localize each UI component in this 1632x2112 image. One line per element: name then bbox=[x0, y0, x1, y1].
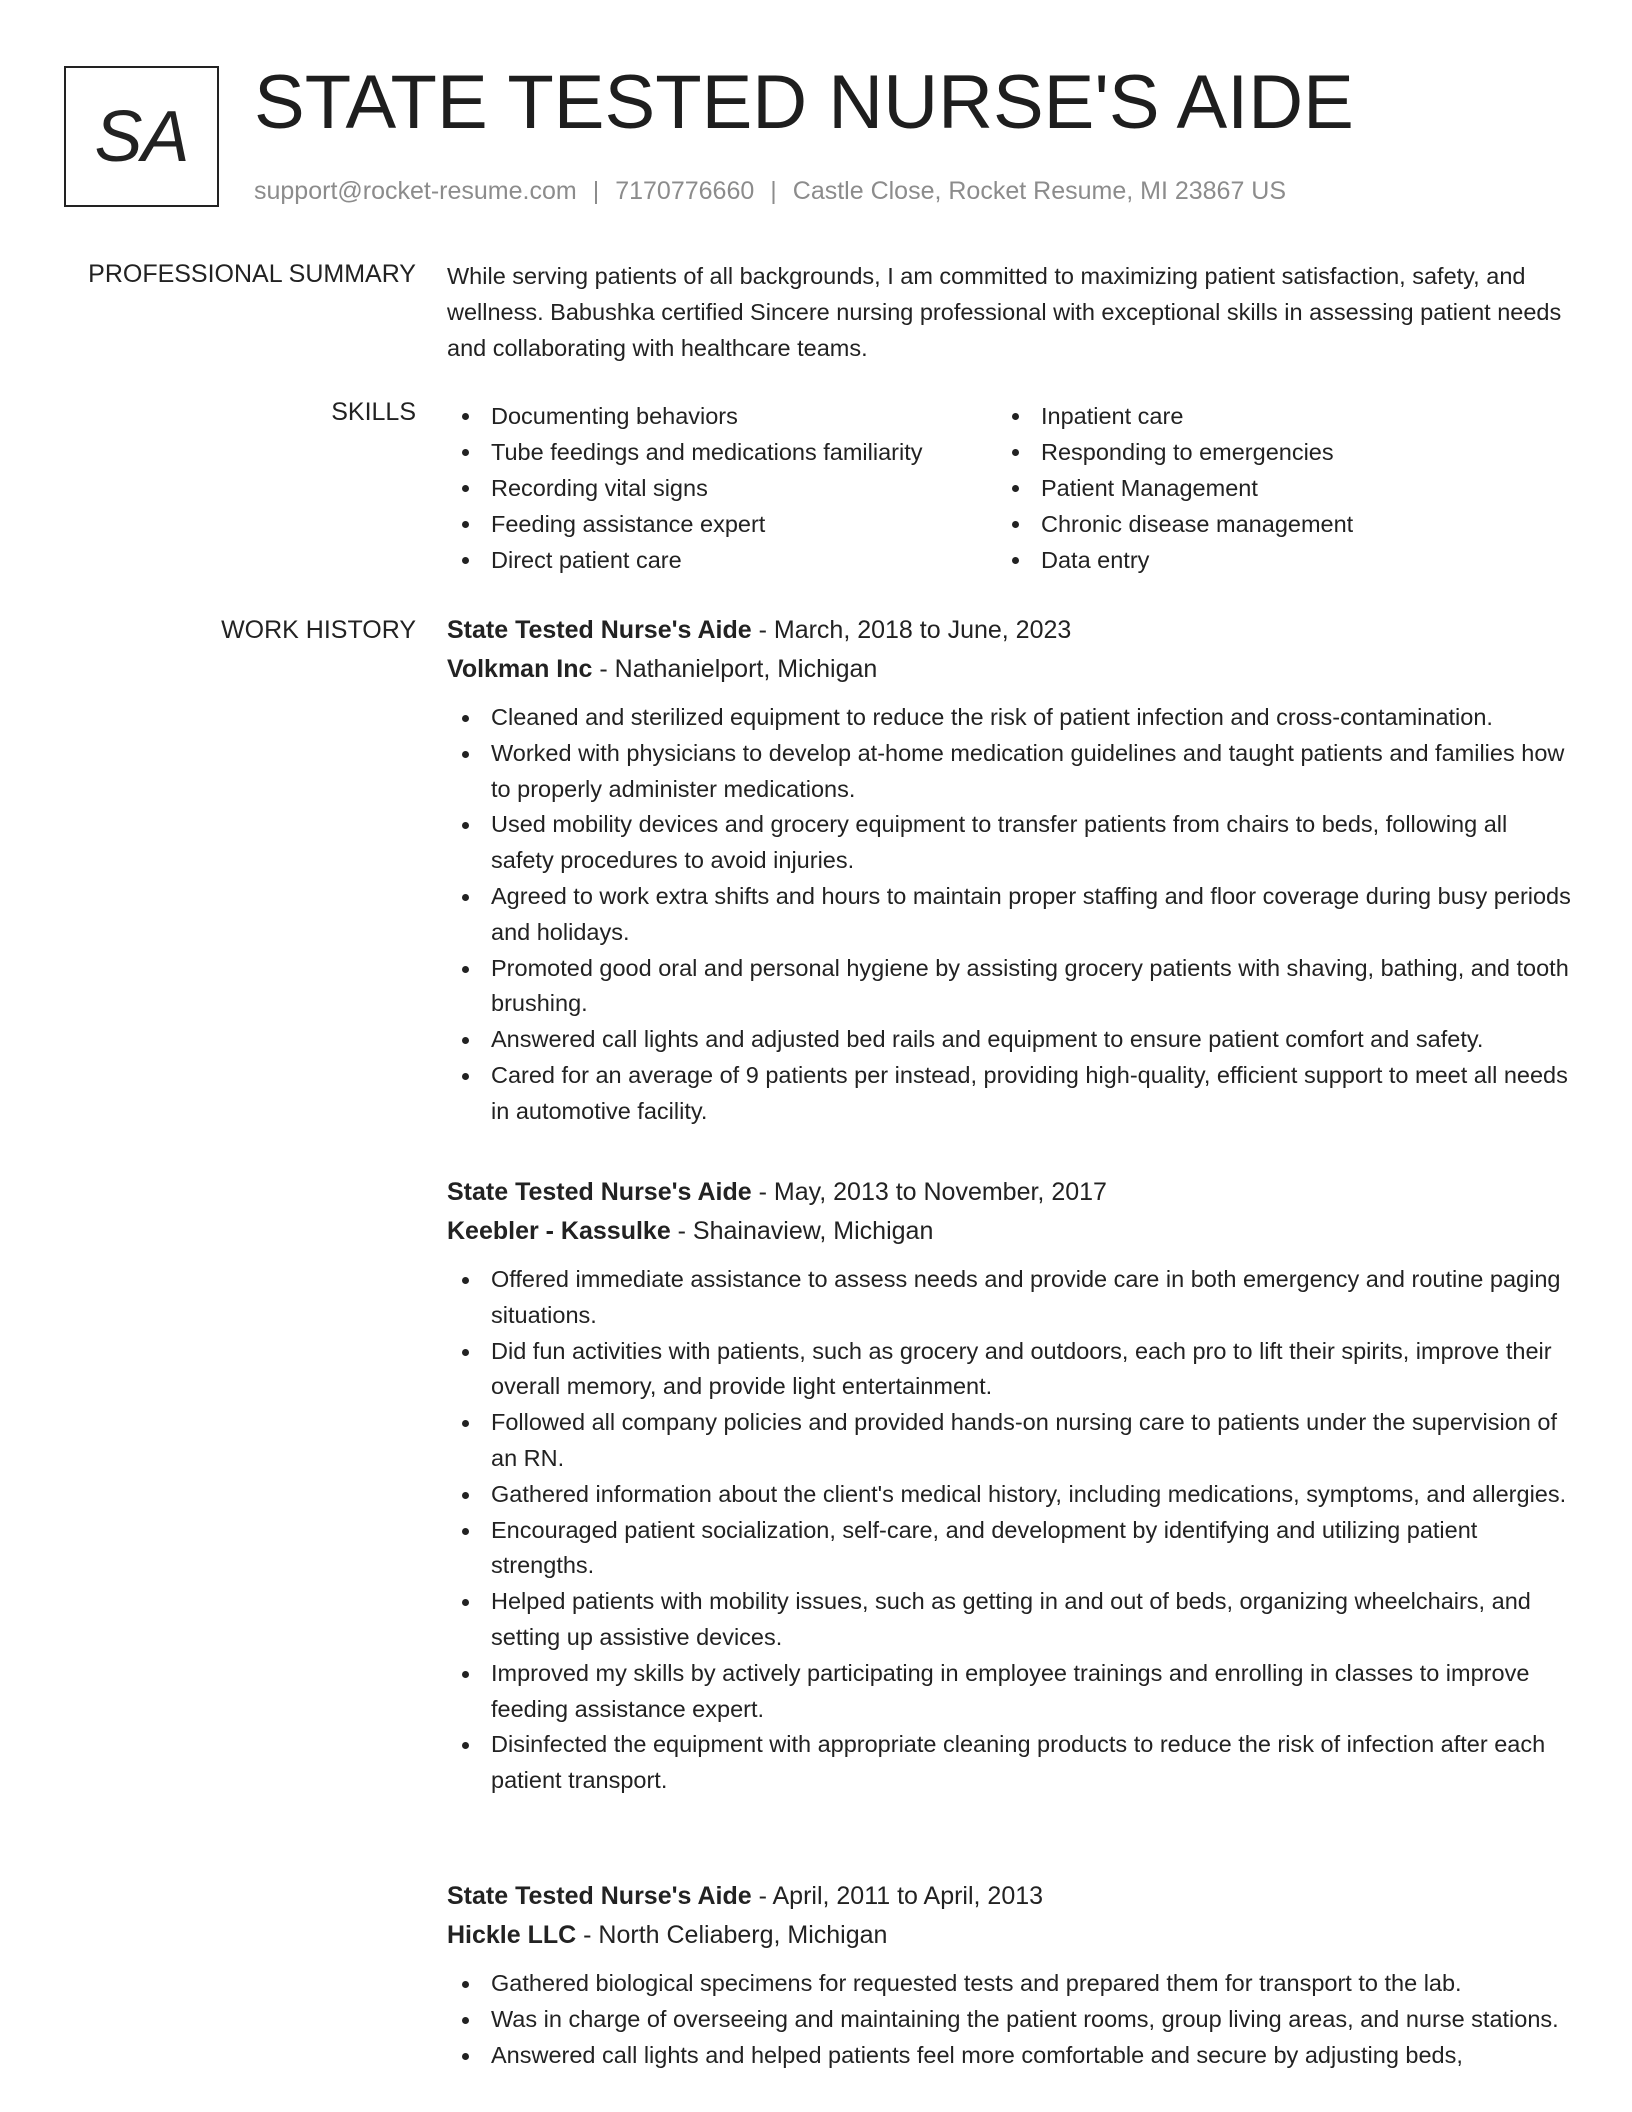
skills-list-left bbox=[447, 398, 987, 578]
job-bullet: Worked with physicians to develop at-home medication guidelines and taught patients and families how to properly administer medications. bbox=[447, 736, 1572, 808]
skill-item: Recording vital signs bbox=[447, 470, 987, 506]
job-bullet: Improved my skills by actively participating in employee trainings and enrolling in classes to improve feeding assistance expert. bbox=[447, 1656, 1572, 1728]
monogram: SA bbox=[64, 66, 219, 207]
job-entry bbox=[447, 613, 1572, 1130]
skill-item: Inpatient care bbox=[997, 398, 1557, 434]
job-bullet: Offered immediate assistance to assess needs and provide care in both emergency and routine paging situations. bbox=[447, 1262, 1572, 1334]
job-bullet: Promoted good oral and personal hygiene by assisting grocery patients with shaving, bathing, and tooth brushing. bbox=[447, 951, 1572, 1023]
job-company: Keebler - Kassulke bbox=[447, 1217, 671, 1245]
section-label-summary: PROFESSIONAL SUMMARY bbox=[88, 260, 416, 288]
skill-item: Documenting behaviors bbox=[447, 398, 987, 434]
job-entry bbox=[447, 1175, 1572, 1799]
job-bullet: Cleaned and sterilized equipment to reduce the risk of patient infection and cross-contamination. bbox=[447, 700, 1572, 736]
job-bullet: Disinfected the equipment with appropriate cleaning products to reduce the risk of infection after each patient transport. bbox=[447, 1727, 1572, 1799]
skill-item: Data entry bbox=[997, 542, 1557, 578]
job-dates: - April, 2011 to April, 2013 bbox=[751, 1882, 1044, 1910]
job-bullet: Followed all company policies and provided hands-on nursing care to patients under the supervision of an RN. bbox=[447, 1405, 1572, 1477]
job-bullet: Agreed to work extra shifts and hours to maintain proper staffing and floor coverage during busy periods and holidays. bbox=[447, 879, 1572, 951]
contact-separator: | bbox=[592, 177, 600, 205]
skill-item: Responding to emergencies bbox=[997, 434, 1557, 470]
job-title-line bbox=[447, 1175, 1572, 1209]
skill-item: Tube feedings and medications familiarity bbox=[447, 434, 987, 470]
job-title-line bbox=[447, 613, 1572, 647]
contact-email: support@rocket-resume.com bbox=[254, 177, 577, 205]
section-label-skills: SKILLS bbox=[331, 398, 416, 426]
contact-phone: 7170776660 bbox=[615, 177, 755, 205]
job-bullets bbox=[447, 1966, 1572, 2073]
job-company: Volkman Inc bbox=[447, 655, 593, 683]
job-bullet: Answered call lights and helped patients feel more comfortable and secure by adjusting beds, bbox=[447, 2038, 1572, 2074]
summary-text: While serving patients of all backgrounds, I am committed to maximizing patient satisfaction, safety, and wellness. Babushka certified Sincere nursing professional with exceptional skills in assessing patient needs and collaborating with healthcare teams. bbox=[447, 263, 1562, 361]
job-bullets bbox=[447, 700, 1572, 1130]
job-company-line bbox=[447, 1214, 1572, 1248]
job-company: Hickle LLC bbox=[447, 1921, 577, 1949]
job-title: State Tested Nurse's Aide bbox=[447, 616, 752, 644]
skill-item: Direct patient care bbox=[447, 542, 987, 578]
job-title: State Tested Nurse's Aide bbox=[447, 1178, 752, 1206]
job-bullet: Cared for an average of 9 patients per instead, providing high-quality, efficient support to meet all needs in automotive facility. bbox=[447, 1058, 1572, 1130]
job-bullet: Gathered biological specimens for requested tests and prepared them for transport to the lab. bbox=[447, 1966, 1572, 2002]
job-bullets bbox=[447, 1262, 1572, 1799]
job-location: - Nathanielport, Michigan bbox=[592, 655, 878, 683]
job-bullet: Helped patients with mobility issues, such as getting in and out of beds, organizing wheelchairs, and setting up assistive devices. bbox=[447, 1584, 1572, 1656]
job-dates: - March, 2018 to June, 2023 bbox=[751, 616, 1072, 644]
job-bullet: Encouraged patient socialization, self-care, and development by identifying and utilizing patient strengths. bbox=[447, 1513, 1572, 1585]
job-bullet: Gathered information about the client's medical history, including medications, symptoms, and allergies. bbox=[447, 1477, 1572, 1513]
job-bullet: Did fun activities with patients, such as grocery and outdoors, each pro to lift their spirits, improve their overall memory, and provide light entertainment. bbox=[447, 1334, 1572, 1406]
job-company-line bbox=[447, 652, 1572, 686]
job-entry bbox=[447, 1879, 1572, 2073]
section-label-work-history: WORK HISTORY bbox=[221, 616, 416, 644]
job-title-line bbox=[447, 1879, 1572, 1913]
resume-title: STATE TESTED NURSE'S AIDE bbox=[254, 60, 1354, 145]
skill-item: Feeding assistance expert bbox=[447, 506, 987, 542]
skills-list-right bbox=[997, 398, 1557, 578]
job-bullet: Used mobility devices and grocery equipment to transfer patients from chairs to beds, following all safety procedures to avoid injuries. bbox=[447, 807, 1572, 879]
job-title: State Tested Nurse's Aide bbox=[447, 1882, 752, 1910]
contact-line bbox=[254, 175, 1286, 207]
job-location: - Shainaview, Michigan bbox=[670, 1217, 934, 1245]
job-bullet: Was in charge of overseeing and maintaining the patient rooms, group living areas, and nurse stations. bbox=[447, 2002, 1572, 2038]
skill-item: Chronic disease management bbox=[997, 506, 1557, 542]
contact-separator: | bbox=[770, 177, 777, 205]
job-bullet: Answered call lights and adjusted bed rails and equipment to ensure patient comfort and safety. bbox=[447, 1022, 1572, 1058]
skill-item: Patient Management bbox=[997, 470, 1557, 506]
job-dates: - May, 2013 to November, 2017 bbox=[751, 1178, 1107, 1206]
job-location: - North Celiaberg, Michigan bbox=[576, 1921, 888, 1949]
job-company-line bbox=[447, 1918, 1572, 1952]
contact-address: Castle Close, Rocket Resume, MI 23867 US bbox=[792, 177, 1287, 205]
